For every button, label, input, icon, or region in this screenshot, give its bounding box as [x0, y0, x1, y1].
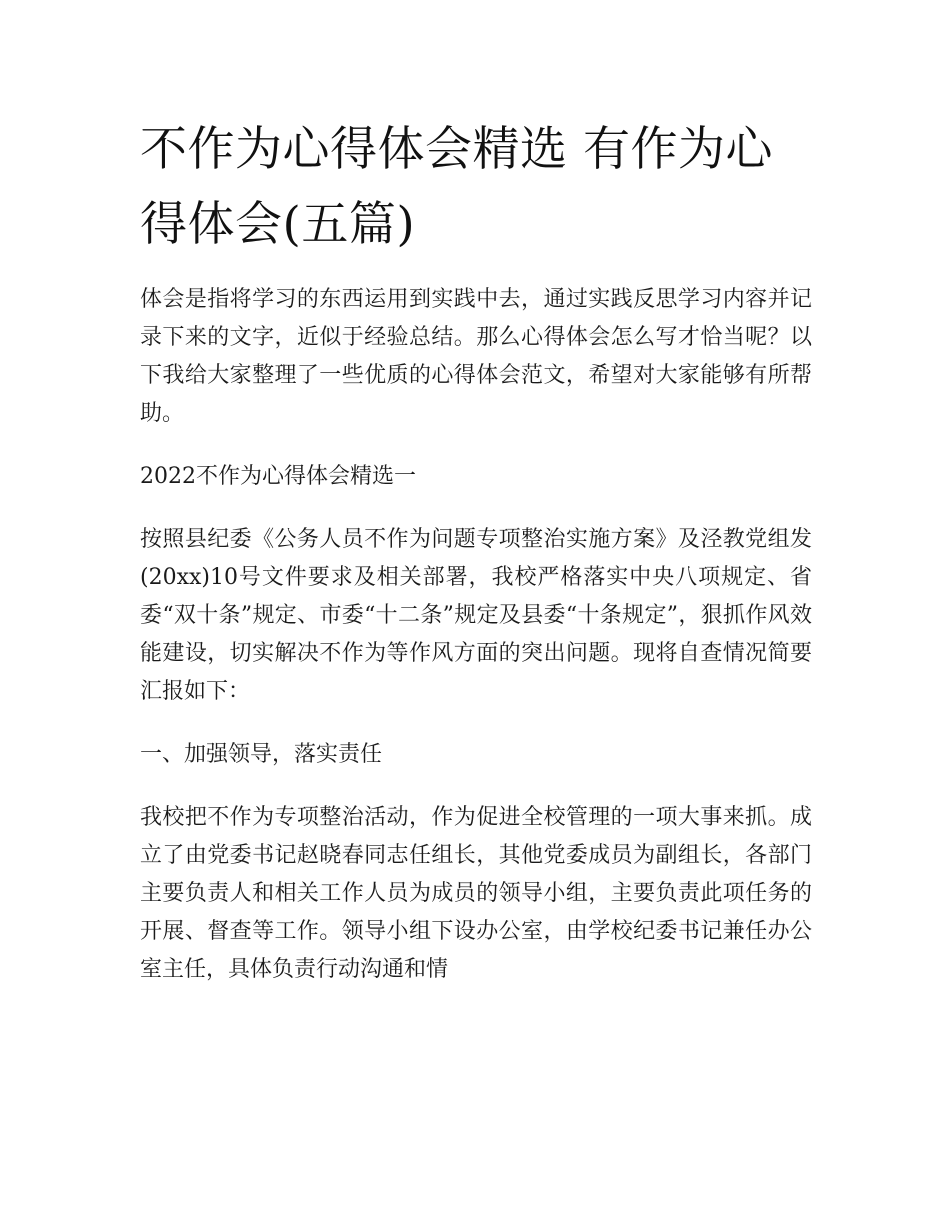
intro-paragraph: 体会是指将学习的东西运用到实践中去，通过实践反思学习内容并记录下来的文字，近似于经验总结。那么心得体会怎么写才恰当呢？以下我给大家整理了一些优质的心得体会范文，希望对大家能够有所帮助。 — [140, 287, 812, 426]
body-paragraph: 我校把不作为专项整治活动，作为促进全校管理的一项大事来抓。成立了由党委书记赵晓春同志任组长，其他党委成员为副组长，各部门主要负责人和相关工作人员为成员的领导小组，主要负责此项任务的开展、督查等工作。领导小组下设办公室，由学校纪委书记兼任办公室主任，具体负责行动沟通和情 — [140, 805, 812, 982]
document-body — [140, 112, 812, 989]
body-paragraph: 按照县纪委《公务人员不作为问题专项整治实施方案》及泾教党组发(20xx)10号文件要求及相关部署，我校严格落实中央八项规定、省委“双十条”规定、市委“十二条”规定及县委“十条规定”，狠抓作风效能建设，切实解决不作为等作风方面的突出问题。现将自查情况简要汇报如下： — [140, 527, 812, 704]
section-heading: 2022不作为心得体会精选一 — [140, 464, 416, 489]
document-title: 不作为心得体会精选 有作为心得体会(五篇) — [140, 122, 773, 252]
subsection-heading: 一、加强领导，落实责任 — [140, 742, 383, 767]
